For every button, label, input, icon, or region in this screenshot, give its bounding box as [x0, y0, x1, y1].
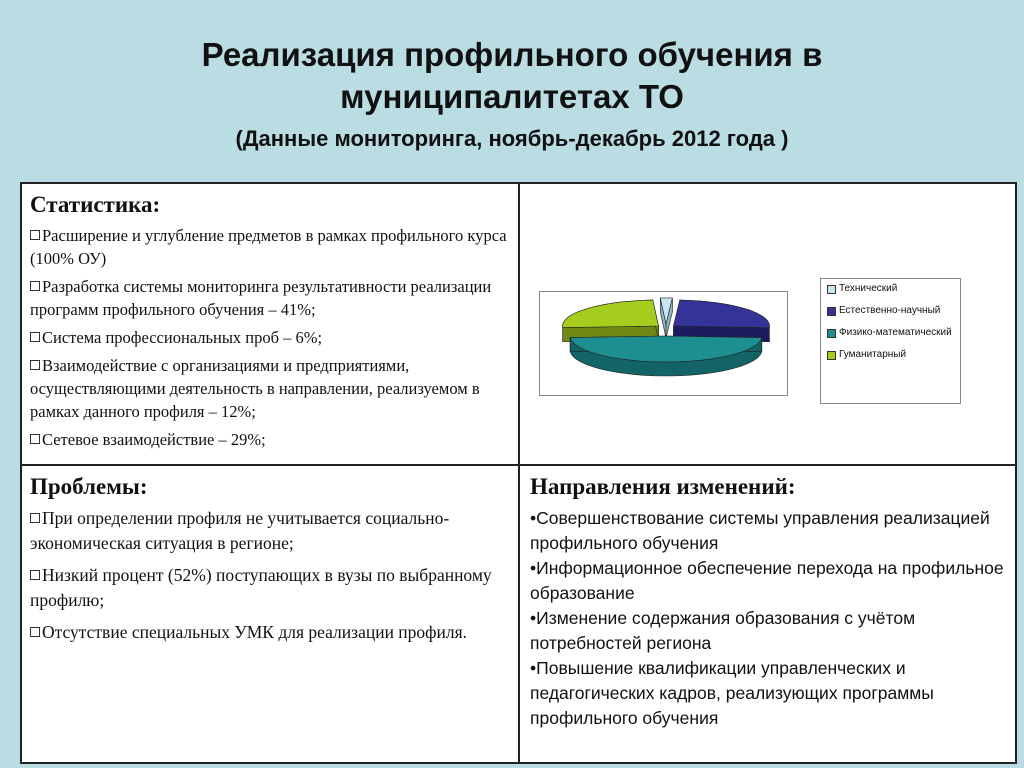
- slide-title: [0, 34, 1024, 154]
- checkbox-icon: [30, 332, 40, 342]
- legend-item: [827, 283, 956, 295]
- legend-swatch: [827, 329, 836, 338]
- directions-cell: [530, 472, 1010, 760]
- pie-chart: [540, 292, 787, 395]
- legend-label: Естественно-научный: [839, 305, 941, 316]
- statistics-cell: [30, 190, 512, 462]
- directions-heading: Направления изменений:: [530, 474, 796, 499]
- pie-slice-3: [563, 300, 659, 342]
- chart-cell: [522, 184, 1015, 464]
- statistics-item: Сетевое взаимодействие – 29%;: [30, 428, 512, 451]
- content-table: [20, 182, 1017, 764]
- statistics-item: Взаимодействие с организациями и предприятиями, осуществляющими деятельность в направлении, реализуемом в рамках данного профиля – 12%;: [30, 356, 480, 421]
- legend-swatch: [827, 351, 836, 360]
- directions-item: •Повышение квалификации управленческих и педагогических кадров, реализующих программы профильного обучения: [530, 658, 934, 728]
- checkbox-icon: [30, 570, 40, 580]
- title-subtitle: (Данные мониторинга, ноябрь-декабрь 2012 года ): [235, 126, 789, 151]
- directions-item: •Изменение содержания образования с учётом потребностей региона: [530, 608, 916, 653]
- checkbox-icon: [30, 360, 40, 370]
- legend-item: [827, 327, 956, 339]
- directions-item: •Информационное обеспечение перехода на профильное образование: [530, 558, 1004, 603]
- problems-item: При определении профиля не учитывается социально-экономическая ситуация в регионе;: [30, 508, 450, 553]
- pie-chart-area: [539, 291, 788, 396]
- legend-label: Гуманитарный: [839, 349, 907, 360]
- legend-item: [827, 305, 956, 317]
- pie-slice-2: [570, 336, 762, 376]
- legend-label: Физико-математический: [839, 327, 952, 338]
- checkbox-icon: [30, 627, 40, 637]
- statistics-item: Расширение и углубление предметов в рамках профильного курса (100% ОУ): [30, 226, 507, 268]
- legend-label: Технический: [839, 283, 898, 294]
- pie-slice-0: [660, 298, 672, 338]
- statistics-heading: Статистика:: [30, 192, 161, 217]
- table-vertical-divider: [518, 184, 520, 762]
- problems-cell: [30, 472, 512, 760]
- table-horizontal-divider: [22, 464, 1015, 466]
- chart-legend: [820, 278, 961, 404]
- directions-item: •Совершенствование системы управления реализацией профильного обучения: [530, 508, 990, 553]
- checkbox-icon: [30, 281, 40, 291]
- checkbox-icon: [30, 434, 40, 444]
- legend-swatch: [827, 307, 836, 316]
- statistics-item: Система профессиональных проб – 6%;: [30, 326, 512, 349]
- problems-item: Отсутствие специальных УМК для реализации профиля.: [30, 620, 512, 645]
- pie-slice-1: [674, 300, 770, 342]
- title-line-2: муниципалитетах ТО: [340, 78, 684, 115]
- problems-heading: Проблемы:: [30, 474, 148, 499]
- checkbox-icon: [30, 230, 40, 240]
- checkbox-icon: [30, 513, 40, 523]
- statistics-item: Разработка системы мониторинга результативности реализации программ профильного обучения – 41%;: [30, 277, 492, 319]
- title-line-1: Реализация профильного обучения в: [201, 36, 823, 73]
- problems-item: Низкий процент (52%) поступающих в вузы по выбранному профилю;: [30, 565, 492, 610]
- legend-item: [827, 349, 956, 361]
- legend-swatch: [827, 285, 836, 294]
